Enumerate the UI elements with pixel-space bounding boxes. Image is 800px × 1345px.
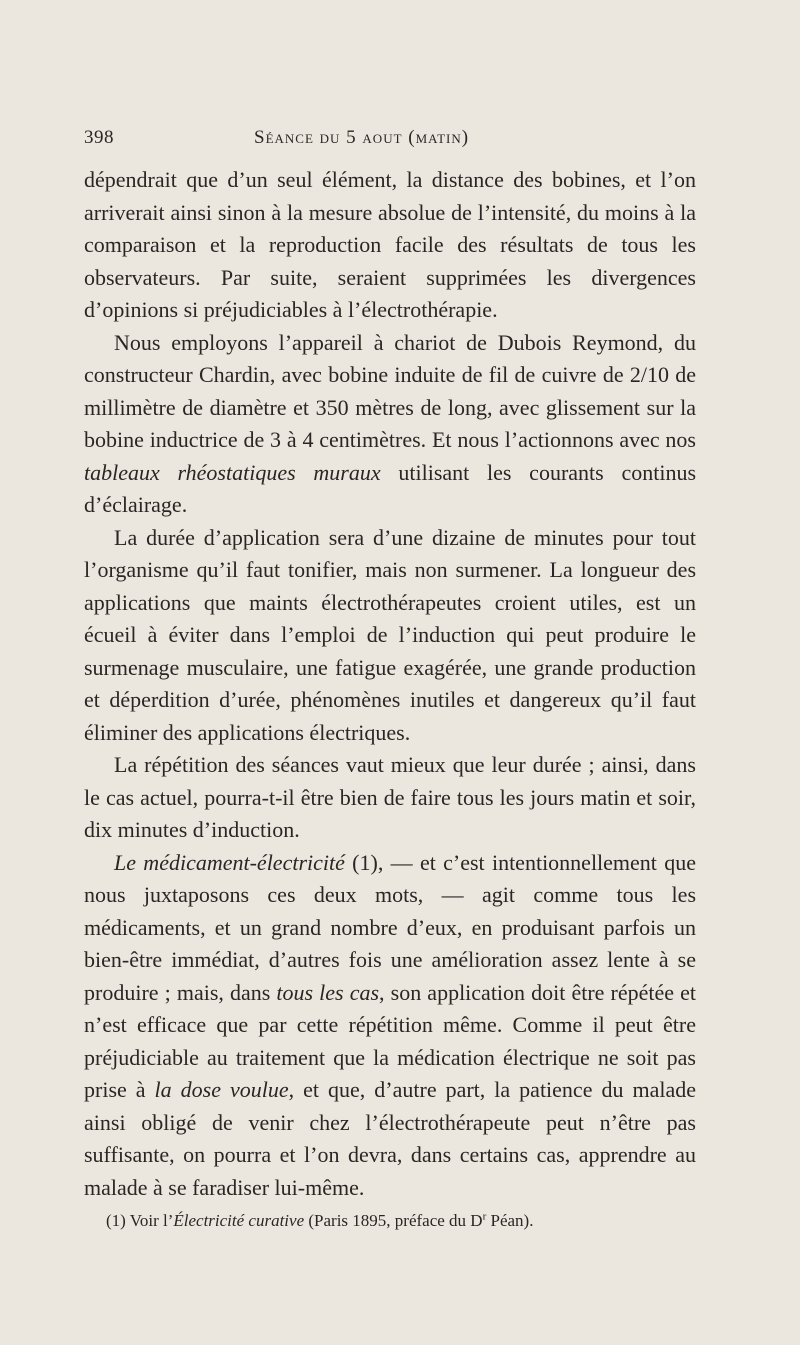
paragraph-3-text: La durée d’application sera d’une dizaine de minutes pour tout l’organisme qu’il faut tonifier, mais non surmener. La longueur des applications que maints électrothérapeutes croient utiles, est un écueil à éviter dans l’emploi de l’induction qui peut produire le surmenage musculaire, une fatigue exagérée, une grande production et déperdition d’urée, phénomènes inutiles et dangereux qu’il faut éliminer des applications électriques.: [84, 524, 696, 745]
paragraph-5-text-c: , et que, d’autre part, la patience du malade ainsi obligé de venir chez l’électrothérapeute peut n’être pas suffisante, on pourra et l’on devra, dans certains cas, apprendre au malade à se faradiser lui-même.: [84, 1077, 696, 1200]
paragraph-4-text: La répétition des séances vaut mieux que leur durée ; ainsi, dans le cas actuel, pourra-t-il être bien de faire tous les jours matin et soir, dix minutes d’induction.: [84, 752, 696, 842]
footnote-text-b: (Paris 1895, préface du D: [304, 1211, 483, 1230]
paragraph-5-italic-2: tous les cas: [276, 979, 380, 1005]
paragraph-5-text-b: , son application doit être répétée et n’est efficace que par cette répétition même. Comme il peut être préjudiciable au traitement que la médication électrique ne soit pas prise à: [84, 979, 696, 1102]
paragraph-4: [84, 749, 696, 847]
paragraph-5-italic-1: Le médicament-électricité: [114, 849, 345, 875]
page-number: 398: [84, 127, 114, 148]
paragraph-3: [84, 522, 696, 750]
paragraph-5: [84, 847, 696, 1205]
paragraph-2: [84, 327, 696, 522]
footnote-superscript: r: [482, 1210, 487, 1223]
paragraph-1: [84, 164, 696, 327]
paragraph-5-italic-3: la dose voulue: [154, 1077, 289, 1102]
paragraph-2-text-b: utilisant les courants continus d’éclairage.: [84, 459, 697, 517]
paragraph-2-text-a: Nous employons l’appareil à chariot de Dubois Reymond, du constructeur Chardin, avec bobine induite de fil de cuivre de 2/10 de millimètre de diamètre et 350 mètres de long, avec glissement sur la bobine inductrice de 3 à 4 centimètres. Et nous l’actionnons avec nos: [84, 329, 696, 452]
footnote-text-a: (1) Voir l’: [106, 1211, 174, 1230]
paragraph-1-text: dépendrait que d’un seul élément, la distance des bobines, et l’on arriverait ainsi sinon à la mesure absolue de l’intensité, du moins à la comparaison et la reproduction facile des résultats de tous les observateurs. Par suite, seraient supprimées les divergences d’opinions si préjudiciables à l’électrothérapie.: [84, 167, 696, 322]
body-text: [84, 164, 696, 1204]
paragraph-5-text-a: (1), — et c’est intentionnellement que nous juxtaposons ces deux mots, — agit comme tous les médicaments, et un grand nombre d’eux, en produisant parfois un bien-être immédiat, d’autres fois une amélioration assez lente à se produire ; mais, dans: [84, 849, 696, 1005]
paragraph-2-italic: tableaux rhéostatiques muraux: [84, 459, 381, 485]
running-title: Séance du 5 aout (matin): [254, 127, 470, 148]
footnote: [106, 1210, 696, 1232]
footnote-italic: Électricité curative: [173, 1211, 305, 1230]
footnote-text-c: Péan).: [486, 1211, 534, 1230]
